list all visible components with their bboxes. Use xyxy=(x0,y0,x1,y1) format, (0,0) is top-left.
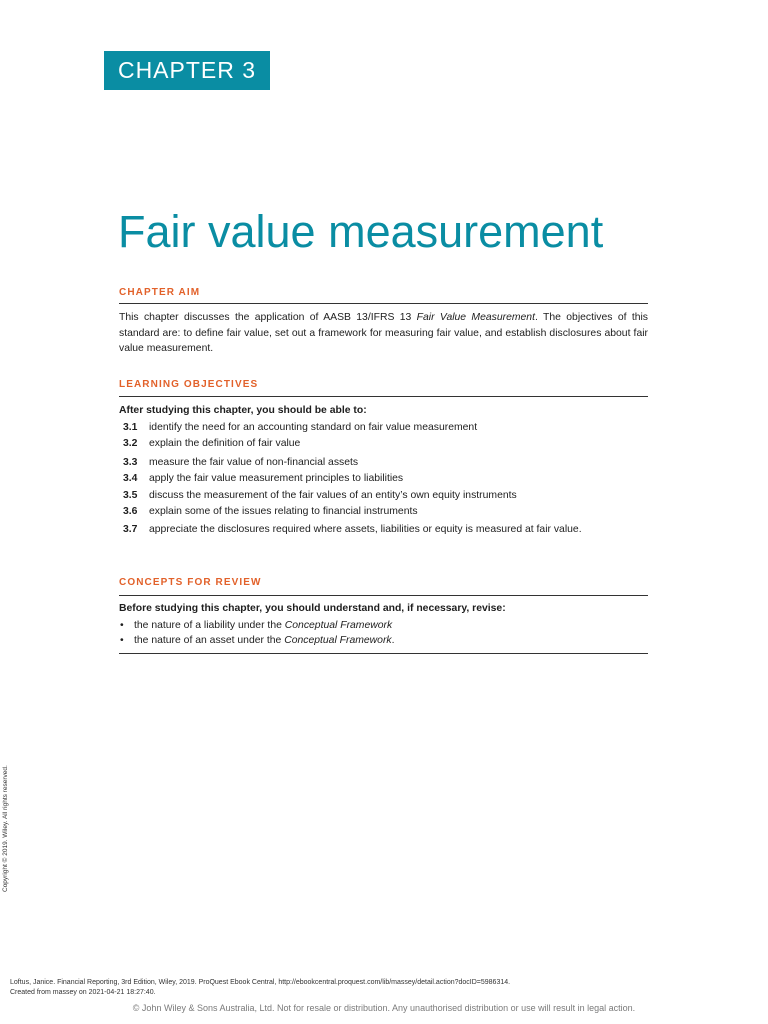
bullet-icon: • xyxy=(120,635,124,646)
objective-number: 3.7 xyxy=(123,524,138,535)
standard-name: Fair Value Measurement xyxy=(416,312,535,323)
objective-number: 3.1 xyxy=(123,422,138,433)
objective-item xyxy=(123,488,517,503)
objective-item xyxy=(123,455,358,470)
concept-item xyxy=(120,618,392,633)
objective-text: identify the need for an accounting standard on fair value measurement xyxy=(149,422,478,433)
objective-item xyxy=(123,471,403,486)
objective-item xyxy=(123,420,477,435)
chapter-aim-divider xyxy=(119,303,648,304)
chapter-aim-text-part: . The objectives of this standard are: to define fair value, set out a framework for measuring fair value, and establish disclosures about fair value measurement. xyxy=(119,312,649,354)
chapter-aim-heading: CHAPTER AIM xyxy=(119,287,201,298)
page-title: Fair value measurement xyxy=(118,206,604,257)
objective-text: explain the definition of fair value xyxy=(149,438,301,449)
objective-text: explain some of the issues relating to financial instruments xyxy=(149,506,418,517)
objective-item xyxy=(123,436,300,451)
objective-number: 3.3 xyxy=(123,457,138,468)
footer-notice: © John Wiley & Sons Australia, Ltd. Not for resale or distribution. Any unauthorised distribution or use will result in legal action. xyxy=(132,1003,636,1013)
objective-number: 3.2 xyxy=(123,438,138,449)
concept-text: the nature of a liability under the xyxy=(134,620,285,631)
learning-objectives-divider xyxy=(119,396,648,397)
chapter-aim-text xyxy=(119,310,648,357)
chapter-aim-text-part: This chapter discusses the application of AASB 13/IFRS 13 xyxy=(119,312,417,323)
concept-text-italic: Conceptual Framework xyxy=(284,635,392,646)
side-copyright: Copyright © 2019. Wiley. All rights reserved. xyxy=(2,765,9,892)
objective-number: 3.6 xyxy=(123,506,138,517)
footer-citation: Loftus, Janice. Financial Reporting, 3rd Edition, Wiley, 2019. ProQuest Ebook Central, http://ebookcentral.proquest.com/lib/massey/detail.action?docID=5986314. xyxy=(10,979,511,986)
concept-text: the nature of an asset under the xyxy=(134,635,285,646)
concepts-divider xyxy=(119,595,648,596)
objective-text: discuss the measurement of the fair values of an entity’s own equity instruments xyxy=(149,490,517,501)
footer-created: Created from massey on 2021-04-21 18:27:40. xyxy=(10,989,156,996)
concept-text-italic: Conceptual Framework xyxy=(284,620,393,631)
chapter-badge: CHAPTER 3 xyxy=(104,51,270,90)
learning-objectives-lead: After studying this chapter, you should be able to: xyxy=(119,405,367,416)
learning-objectives-heading: LEARNING OBJECTIVES xyxy=(119,379,259,390)
objective-item xyxy=(123,522,582,537)
concept-item xyxy=(120,633,395,648)
objective-text: apply the fair value measurement principles to liabilities xyxy=(149,473,404,484)
objective-text: appreciate the disclosures required where assets, liabilities or equity is measured at fair value. xyxy=(149,524,582,535)
objective-item xyxy=(123,504,418,519)
concepts-bottom-divider xyxy=(119,653,648,654)
objective-number: 3.5 xyxy=(123,490,138,501)
concepts-heading: CONCEPTS FOR REVIEW xyxy=(119,577,262,588)
bullet-icon: • xyxy=(120,620,124,631)
concepts-lead: Before studying this chapter, you should understand and, if necessary, revise: xyxy=(119,603,506,614)
objective-text: measure the fair value of non-financial assets xyxy=(149,457,359,468)
concept-text: . xyxy=(391,635,395,646)
objective-number: 3.4 xyxy=(123,473,138,484)
